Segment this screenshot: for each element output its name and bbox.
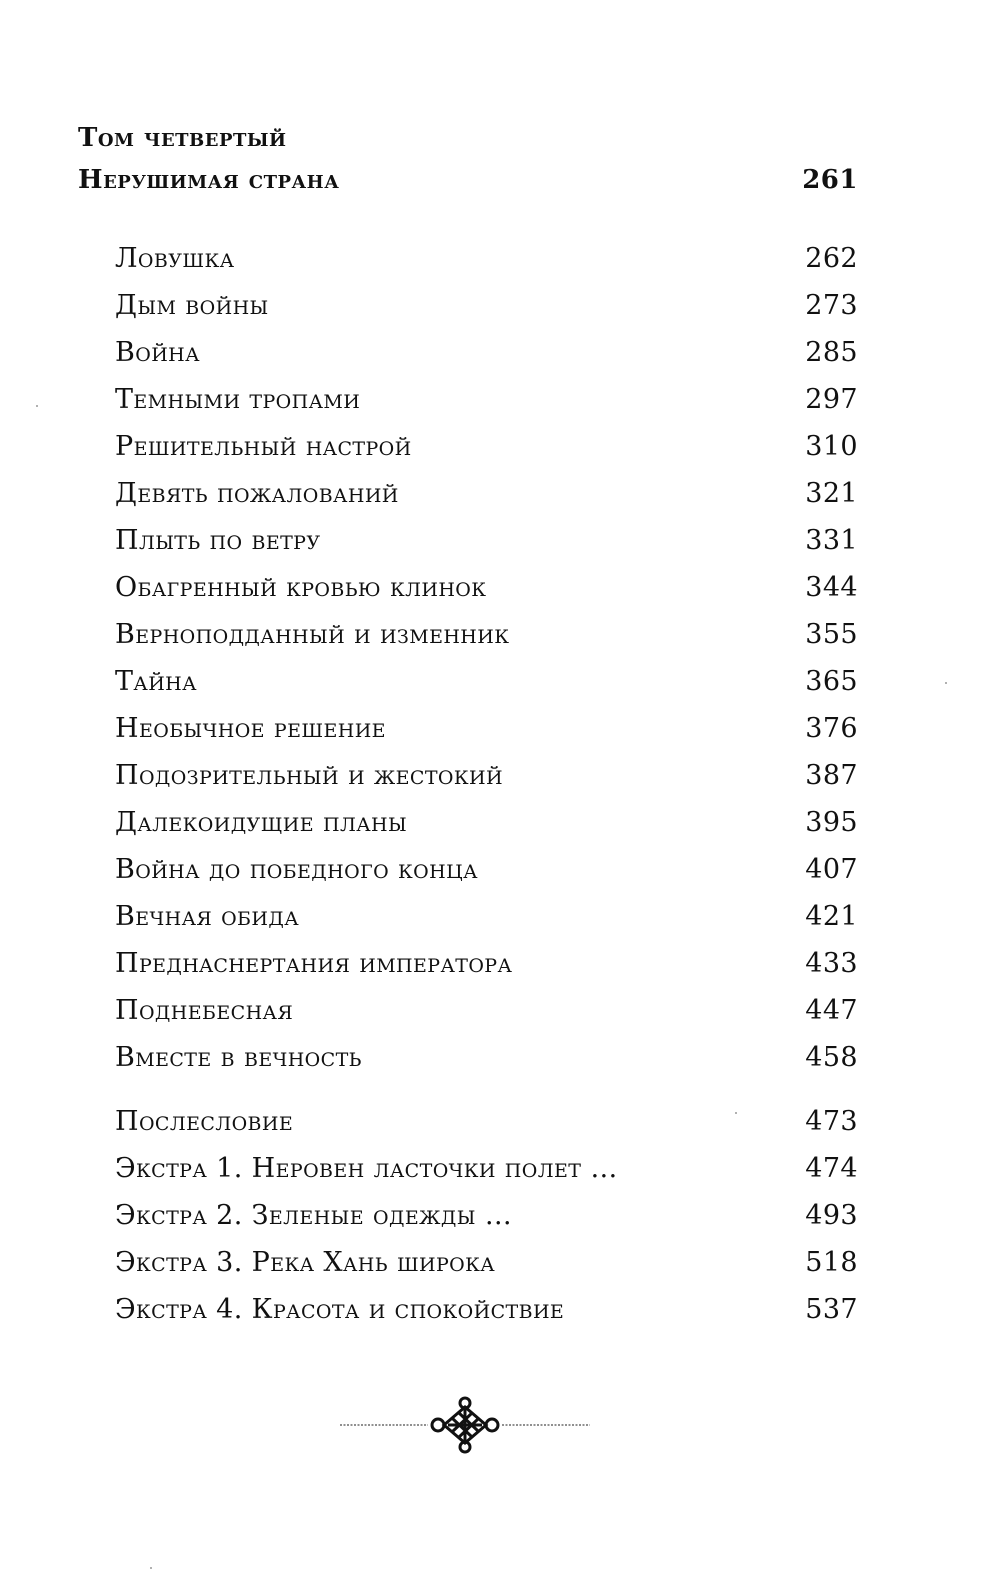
- toc-entry-title: Необычное решение: [115, 713, 386, 744]
- toc-entry-page: 310: [805, 431, 858, 462]
- toc-entry: [115, 948, 858, 988]
- toc-extra-entry: [115, 1153, 858, 1193]
- toc-entry-title: Экстра 3. Река Хань широка: [115, 1247, 496, 1278]
- toc-entry: [115, 290, 858, 330]
- toc-entry-title: Вместе в вечность: [115, 1042, 362, 1073]
- toc-entry-page: 473: [805, 1106, 858, 1137]
- toc-entry: [115, 619, 858, 659]
- toc-entry-title: Решительный настрой: [115, 431, 412, 462]
- toc-entry: [115, 901, 858, 941]
- toc-entry-page: 297: [805, 384, 858, 415]
- toc-entry: [115, 478, 858, 518]
- toc-entry-page: 331: [805, 525, 858, 556]
- toc-extra-entry: [115, 1247, 858, 1287]
- toc-entry-page: 321: [805, 478, 858, 509]
- toc-entry: [115, 760, 858, 800]
- toc-entry-page: 537: [805, 1294, 858, 1325]
- toc-entry-page: 355: [805, 619, 858, 650]
- toc-entry: [115, 807, 858, 847]
- toc-entry-title: Экстра 2. Зеленые одежды …: [115, 1200, 513, 1231]
- scan-speck: [150, 1567, 152, 1569]
- toc-entry-page: 344: [805, 572, 858, 603]
- toc-entry-page: 458: [805, 1042, 858, 1073]
- scan-speck: [36, 405, 38, 407]
- toc-entry: [115, 337, 858, 377]
- toc-entry-title: Верноподданный и изменник: [115, 619, 510, 650]
- toc-entry-page: 376: [805, 713, 858, 744]
- toc-entry-page: 493: [805, 1200, 858, 1231]
- toc-entry: [115, 431, 858, 471]
- toc-entry-title: Ловушка: [115, 243, 235, 274]
- toc-entry-page: 365: [805, 666, 858, 697]
- toc-entry-page: 447: [805, 995, 858, 1026]
- toc-entry-page: 285: [805, 337, 858, 368]
- toc-entry-title: Темными тропами: [115, 384, 361, 415]
- toc-entry-page: 474: [805, 1153, 858, 1184]
- toc-entry-page: 433: [805, 948, 858, 979]
- toc-entry-title: Далекоидущие планы: [115, 807, 408, 838]
- toc-entry: [115, 713, 858, 753]
- toc-entry-title: Экстра 1. Неровен ласточки полет …: [115, 1153, 618, 1184]
- toc-entry-page: 387: [805, 760, 858, 791]
- toc-entry-title: Подозрительный и жестокий: [115, 760, 503, 791]
- toc-entry-title: Поднебесная: [115, 995, 294, 1026]
- toc-entry-title: Тайна: [115, 666, 197, 697]
- toc-entry-title: Вечная обида: [115, 901, 300, 932]
- toc-entry-page: 395: [805, 807, 858, 838]
- toc-entry-page: 518: [805, 1247, 858, 1278]
- toc-entry-page: 262: [805, 243, 858, 274]
- scan-speck: [735, 1112, 737, 1114]
- toc-entry-page: 273: [805, 290, 858, 321]
- toc-entry-title: Плыть по ветру: [115, 525, 321, 556]
- toc-entry-title: Девять пожалований: [115, 478, 399, 509]
- toc-entry: [115, 995, 858, 1035]
- toc-entry: [115, 666, 858, 706]
- toc-entry: [115, 572, 858, 612]
- toc-entry-title: Преднachертания императора: [115, 948, 513, 979]
- toc-entry-page: 407: [805, 854, 858, 885]
- toc-extra-entry: [115, 1106, 858, 1146]
- toc-entry: [115, 1042, 858, 1082]
- toc-entry-title: Послесловие: [115, 1106, 294, 1137]
- toc-entry: [115, 243, 858, 283]
- toc-extra-entry: [115, 1200, 858, 1240]
- toc-entry-title: Дым войны: [115, 290, 269, 321]
- endless-knot-icon: [340, 1395, 590, 1455]
- volume-title: Том четвертый: [78, 123, 287, 153]
- toc-entry: [115, 854, 858, 894]
- toc-entry-page: 421: [805, 901, 858, 932]
- toc-entry: [115, 525, 858, 565]
- volume-subtitle-text: Нерушимая страна: [78, 165, 340, 195]
- toc-entry-title: Война до победного конца: [115, 854, 478, 885]
- toc-entry-title: Война: [115, 337, 200, 368]
- toc-extra-entry: [115, 1294, 858, 1334]
- toc-entry: [115, 384, 858, 424]
- volume-page-number: 261: [802, 165, 858, 195]
- volume-subtitle: [78, 165, 858, 195]
- scan-speck: [945, 682, 947, 684]
- toc-entry-title: Экстра 4. Красота и спокойствие: [115, 1294, 565, 1325]
- toc-entry-title: Обагренный кровью клинок: [115, 572, 487, 603]
